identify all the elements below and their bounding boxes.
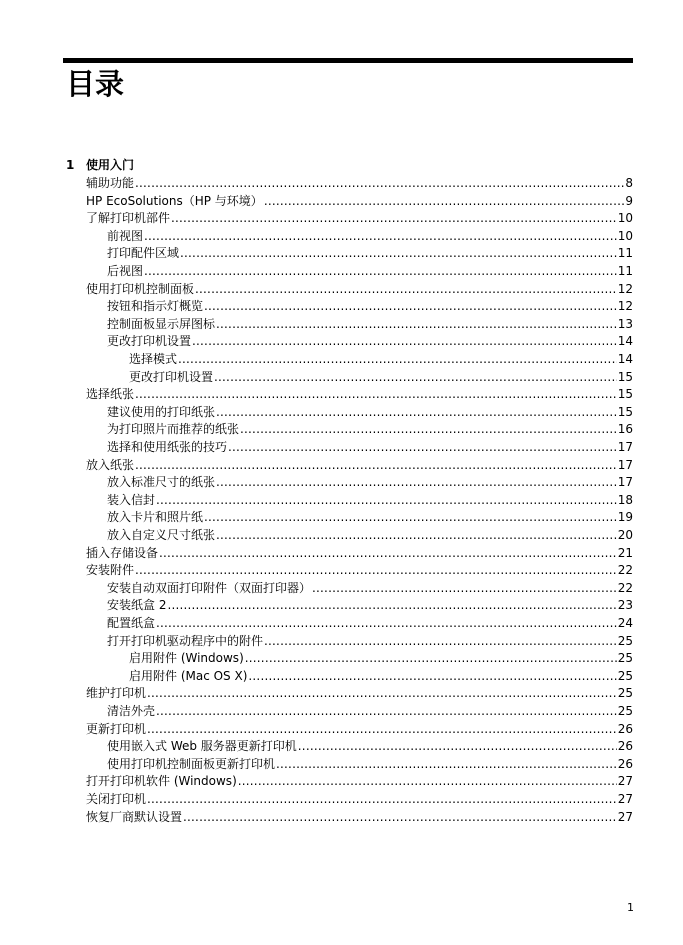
toc-entry[interactable]	[86, 791, 633, 807]
toc-entry-page: 25	[617, 686, 633, 701]
toc-entry-label: 为打印照片而推荐的纸张	[107, 422, 240, 437]
toc-leader-dots	[156, 492, 617, 508]
toc-entry[interactable]	[86, 457, 633, 473]
toc-entry[interactable]	[86, 809, 633, 825]
toc-entry-page: 22	[617, 563, 633, 578]
toc-entry-page: 25	[617, 668, 633, 683]
toc-entry-label: 更新打印机	[86, 721, 147, 736]
toc-leader-dots	[245, 650, 617, 666]
toc-entry-page: 14	[617, 352, 633, 366]
toc-entry-page: 12	[617, 299, 633, 314]
toc-entry[interactable]	[86, 562, 633, 578]
toc-entry-label: 放入自定义尺寸纸张	[107, 528, 216, 542]
toc-entry-label: 打开打印机软件 (Windows)	[86, 774, 237, 789]
toc-entry-page: 10	[617, 228, 633, 243]
toc-entry-page: 15	[617, 387, 633, 402]
toc-entry[interactable]	[107, 316, 633, 332]
toc-entry-label: 恢复厂商默认设置	[86, 809, 183, 824]
toc-entry-label: 后视图	[107, 264, 144, 278]
toc-leader-dots	[183, 809, 617, 825]
chapter-heading[interactable]	[66, 157, 134, 173]
toc-entry[interactable]	[129, 668, 633, 684]
toc-entry[interactable]	[86, 773, 633, 789]
toc-entry-label: 辅助功能	[86, 176, 135, 190]
toc-entry[interactable]	[107, 492, 633, 508]
toc-entry-page: 17	[617, 440, 633, 454]
toc-leader-dots	[178, 351, 617, 367]
page-title: 目录	[66, 67, 125, 101]
toc-leader-dots	[171, 210, 617, 226]
toc-entry-page: 27	[617, 792, 633, 806]
toc-entry-label: 更改打印机设置	[107, 334, 192, 349]
toc-entry-label: 插入存储设备	[86, 545, 159, 560]
top-rule	[63, 58, 633, 63]
toc-entry[interactable]	[129, 351, 633, 367]
toc-entry[interactable]	[86, 175, 633, 191]
toc-entry-label: 配置纸盒	[107, 616, 156, 630]
toc-leader-dots	[276, 756, 617, 772]
toc-entry[interactable]	[107, 333, 633, 349]
toc-entry-label: 打印配件区域	[107, 246, 180, 261]
toc-entry-page: 25	[617, 704, 633, 718]
toc-entry-page: 22	[617, 580, 633, 595]
toc-entry-label: 启用附件 (Mac OS X)	[129, 668, 248, 683]
toc-entry-label: 使用嵌入式 Web 服务器更新打印机	[107, 739, 297, 754]
toc-entry-page: 26	[617, 721, 633, 736]
toc-leader-dots	[135, 562, 617, 578]
toc-leader-dots	[135, 175, 624, 191]
toc-entry-page: 13	[617, 316, 633, 331]
toc-leader-dots	[204, 298, 617, 314]
toc-entry-label: 前视图	[107, 228, 144, 243]
toc-entry-label: 关闭打印机	[86, 792, 147, 806]
toc-leader-dots	[298, 738, 617, 754]
toc-entry-label: 放入纸张	[86, 457, 135, 472]
toc-leader-dots	[135, 386, 617, 402]
toc-entry-label: 清洁外壳	[107, 704, 156, 718]
toc-entry[interactable]	[86, 281, 633, 297]
toc-entry-label: 安装自动双面打印附件（双面打印器）	[107, 580, 312, 595]
toc-leader-dots	[228, 439, 617, 455]
toc-leader-dots	[156, 615, 617, 631]
toc-entry-page: 26	[617, 756, 633, 771]
toc-leader-dots	[216, 404, 617, 420]
toc-entry-label: 控制面板显示屏图标	[107, 316, 216, 331]
toc-entry-page: 16	[617, 422, 633, 437]
toc-entry-page: 17	[617, 475, 633, 490]
toc-entry[interactable]	[107, 597, 633, 613]
toc-leader-dots	[214, 369, 617, 385]
toc-entry-label: 按钮和指示灯概览	[107, 299, 204, 314]
toc-entry[interactable]	[86, 545, 633, 561]
toc-leader-dots	[156, 703, 617, 719]
toc-entry[interactable]	[107, 738, 633, 754]
toc-leader-dots	[144, 228, 617, 244]
toc-entry-page: 17	[617, 457, 633, 472]
toc-entry-label: HP EcoSolutions（HP 与环境）	[86, 193, 263, 208]
toc-entry[interactable]	[107, 298, 633, 314]
toc-leader-dots	[264, 633, 617, 649]
toc-entry[interactable]	[107, 509, 633, 525]
toc-entry-label: 了解打印机部件	[86, 211, 171, 226]
toc-leader-dots	[147, 721, 617, 737]
toc-entry[interactable]	[107, 527, 633, 543]
toc-entry-page: 24	[617, 616, 633, 630]
toc-leader-dots	[204, 509, 617, 525]
toc-entry-label: 放入卡片和照片纸	[107, 510, 204, 525]
toc-entry-label: 启用附件 (Windows)	[129, 651, 244, 666]
toc-entry-page: 15	[617, 369, 633, 384]
toc-entry[interactable]	[129, 650, 633, 666]
toc-leader-dots	[192, 333, 617, 349]
toc-entry[interactable]	[107, 245, 633, 261]
toc-entry-label: 打开打印机驱动程序中的附件	[107, 633, 264, 648]
toc-leader-dots	[216, 474, 617, 490]
toc-entry-page: 25	[617, 633, 633, 648]
toc-entry-page: 23	[617, 598, 633, 613]
toc-entry[interactable]	[86, 210, 633, 226]
toc-entry-page: 20	[617, 528, 633, 542]
toc-entry-label: 选择和使用纸张的技巧	[107, 440, 228, 454]
toc-entry-page: 14	[617, 334, 633, 349]
toc-leader-dots	[159, 545, 617, 561]
toc-leader-dots	[147, 791, 617, 807]
toc-entry[interactable]	[86, 721, 633, 737]
toc-entry-label: 维护打印机	[86, 686, 147, 701]
toc-entry-page: 18	[617, 492, 633, 507]
toc-entry-label: 安装附件	[86, 563, 135, 578]
toc-leader-dots	[240, 421, 617, 437]
toc-entry-label: 装入信封	[107, 492, 156, 507]
toc-entry-page: 12	[617, 281, 633, 296]
toc-entry-page: 11	[617, 246, 633, 261]
toc-entry[interactable]	[86, 386, 633, 402]
toc-entry[interactable]	[107, 439, 633, 455]
toc-entry-label: 放入标准尺寸的纸张	[107, 475, 216, 490]
toc-leader-dots	[216, 527, 617, 543]
toc-entry-page: 8	[625, 176, 633, 190]
toc-entry-label: 使用打印机控制面板	[86, 281, 195, 296]
toc-entry-label: 选择纸张	[86, 387, 135, 402]
toc-entry-page: 27	[617, 809, 633, 824]
toc-entry-page: 15	[617, 404, 633, 419]
toc-leader-dots	[167, 597, 616, 613]
toc-entry-page: 10	[617, 211, 633, 226]
toc-entry-page: 19	[617, 510, 633, 525]
toc-leader-dots	[264, 193, 625, 209]
toc-entry[interactable]	[107, 421, 633, 437]
toc-entry-page: 21	[617, 545, 633, 560]
toc-entry-label: 安装纸盒 2	[107, 598, 167, 613]
toc-entry-page: 27	[617, 774, 633, 789]
toc-leader-dots	[238, 773, 617, 789]
toc-entry[interactable]	[107, 474, 633, 490]
toc-entry-label: 使用打印机控制面板更新打印机	[107, 756, 276, 771]
toc-entry[interactable]	[107, 580, 633, 596]
toc-entry-page: 26	[617, 739, 633, 754]
toc-leader-dots	[312, 580, 617, 596]
toc-entry[interactable]	[107, 633, 633, 649]
toc-leader-dots	[195, 281, 617, 297]
toc-entry[interactable]	[107, 228, 633, 244]
toc-leader-dots	[135, 457, 617, 473]
toc-entry[interactable]	[86, 193, 633, 209]
toc-entry[interactable]	[107, 703, 633, 719]
toc-entry-label: 建议使用的打印纸张	[107, 404, 216, 419]
toc-leader-dots	[248, 668, 616, 684]
toc-entry-label: 更改打印机设置	[129, 369, 214, 384]
toc-leader-dots	[180, 245, 617, 261]
chapter-number: 1	[66, 158, 75, 172]
toc-entry[interactable]	[107, 756, 633, 772]
toc-entry[interactable]	[107, 263, 633, 279]
toc-entry[interactable]	[129, 369, 633, 385]
toc-entry[interactable]	[107, 404, 633, 420]
toc-entry-page: 9	[625, 193, 633, 208]
toc-leader-dots	[216, 316, 617, 332]
toc-entry-page: 25	[617, 651, 633, 666]
chapter-title: 使用入门	[86, 158, 135, 172]
toc-entry[interactable]	[107, 615, 633, 631]
toc-leader-dots	[144, 263, 617, 279]
toc-leader-dots	[147, 685, 617, 701]
toc-entry-label: 选择模式	[129, 352, 178, 366]
toc-entry-page: 11	[617, 264, 633, 278]
footer-page-number: 1	[627, 901, 634, 914]
toc-entry[interactable]	[86, 685, 633, 701]
